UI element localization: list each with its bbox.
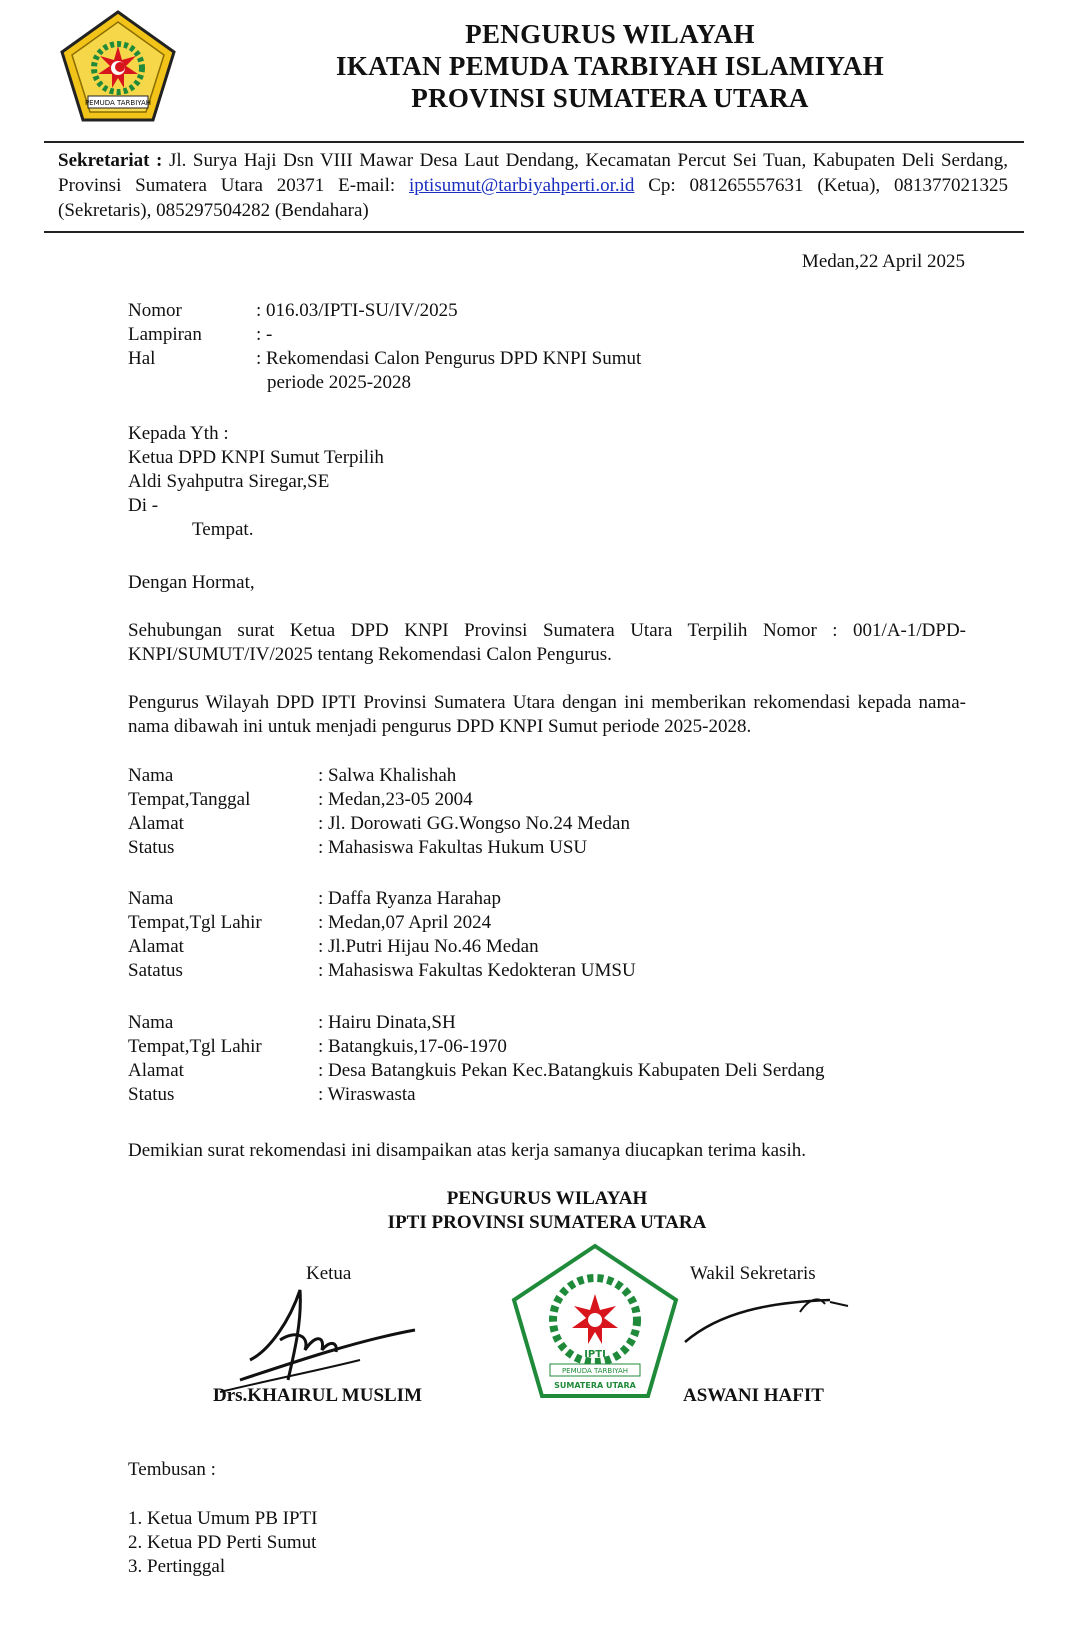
recipient-block — [128, 422, 384, 542]
meta-row-hal — [128, 347, 727, 371]
meta-row-lampiran — [128, 323, 727, 347]
field-value: : Salwa Khalishah — [318, 765, 457, 786]
letter-date: Medan,22 April 2025 — [801, 251, 965, 272]
recipient-line: Kepada Yth : — [128, 423, 229, 444]
person-row — [128, 812, 630, 836]
field-label: Nama — [128, 1012, 174, 1033]
field-value: : Daffa Ryanza Harahap — [318, 888, 501, 909]
field-value: : Wiraswasta — [318, 1084, 416, 1105]
person-row — [128, 1035, 825, 1059]
cc-list — [128, 1507, 317, 1579]
contact-numbers: Cp: 081265557631 (Ketua), 081377021325 (Sekretaris), 085297504282 (Bendahara) — [58, 175, 1008, 221]
signature-org-title — [128, 1187, 966, 1235]
signer-left-name: Drs.KHAIRUL MUSLIM — [213, 1385, 423, 1406]
signature-right-scribble — [680, 1292, 850, 1352]
field-label: Alamat — [128, 936, 184, 957]
field-label: Satatus — [128, 960, 183, 981]
letterhead-title — [300, 18, 920, 114]
signature-org-line-2: IPTI PROVINSI SUMATERA UTARA — [387, 1212, 707, 1233]
meta-value: : Rekomendasi Calon Pengurus DPD KNPI Sumut — [256, 348, 642, 369]
meta-label: Lampiran — [128, 324, 202, 345]
field-value: : Hairu Dinata,SH — [318, 1012, 456, 1033]
meta-value: : 016.03/IPTI-SU/IV/2025 — [256, 300, 458, 321]
person-row — [128, 1083, 825, 1107]
closing-paragraph: Demikian surat rekomendasi ini disampaikan atas kerja samanya diucapkan terima kasih. — [128, 1140, 806, 1161]
field-value: : Desa Batangkuis Pekan Kec.Batangkuis Kabupaten Deli Serdang — [318, 1060, 825, 1081]
organization-logo — [58, 8, 178, 128]
recipient-line: Tempat. — [192, 519, 254, 540]
meta-label: Nomor — [128, 300, 182, 321]
letterhead-title-line-3: PROVINSI SUMATERA UTARA — [411, 83, 809, 113]
field-label: Status — [128, 1084, 175, 1105]
cc-item: 1. Ketua Umum PB IPTI — [128, 1508, 318, 1529]
letterhead-title-line-2: IKATAN PEMUDA TARBIYAH ISLAMIYAH — [336, 51, 884, 81]
signer-right-name: ASWANI HAFIT — [683, 1385, 824, 1406]
field-value: : Mahasiswa Fakultas Hukum USU — [318, 837, 588, 858]
field-label: Tempat,Tanggal — [128, 789, 251, 810]
person-row — [128, 764, 630, 788]
person-row — [128, 887, 636, 911]
stamp-banner-2: SUMATERA UTARA — [554, 1381, 636, 1390]
logo-label: PEMUDA TARBIYAH — [84, 99, 152, 107]
field-label: Nama — [128, 765, 174, 786]
person-row — [128, 836, 630, 860]
stamp-banner-1: PEMUDA TARBIYAH — [561, 1367, 629, 1375]
field-label: Alamat — [128, 1060, 184, 1081]
person-block-2 — [128, 887, 636, 983]
meta-label — [128, 371, 256, 395]
field-value: : Medan,23-05 2004 — [318, 789, 473, 810]
person-block-1 — [128, 764, 630, 860]
letterhead-title-line-1: PENGURUS WILAYAH — [465, 19, 755, 49]
cc-item: 3. Pertinggal — [128, 1556, 226, 1577]
cc-item: 2. Ketua PD Perti Sumut — [128, 1532, 317, 1553]
person-block-3 — [128, 1011, 825, 1107]
header-divider-top — [44, 141, 1024, 143]
secretariat-address — [58, 148, 1008, 223]
field-label: Tempat,Tgl Lahir — [128, 912, 262, 933]
field-value: : Medan,07 April 2024 — [318, 912, 492, 933]
field-value: : Mahasiswa Fakultas Kedokteran UMSU — [318, 960, 636, 981]
email-link[interactable]: iptisumut@tarbiyahperti.or.id — [408, 175, 635, 196]
official-stamp — [510, 1242, 680, 1402]
person-row — [128, 935, 636, 959]
secretariat-label: Sekretariat : — [58, 150, 163, 171]
person-row — [128, 788, 630, 812]
meta-row-hal-continued — [128, 371, 727, 395]
field-value: : Jl.Putri Hijau No.46 Medan — [318, 936, 539, 957]
greeting: Dengan Hormat, — [128, 572, 255, 593]
meta-label: Hal — [128, 348, 156, 369]
recipient-line: Aldi Syahputra Siregar,SE — [128, 471, 330, 492]
recipient-line: Ketua DPD KNPI Sumut Terpilih — [128, 447, 384, 468]
stamp-center-text: IPTI — [584, 1349, 606, 1360]
person-row — [128, 911, 636, 935]
field-value: : Batangkuis,17-06-1970 — [318, 1036, 507, 1057]
meta-row-nomor — [128, 299, 727, 323]
meta-value: periode 2025-2028 — [267, 372, 412, 393]
paragraph-2: Pengurus Wilayah DPD IPTI Provinsi Sumatera Utara dengan ini memberikan rekomendasi kepada nama-nama dibawah ini untuk menjadi pengurus DPD KNPI Sumut periode 2025-2028. — [128, 692, 966, 737]
recipient-line: Di - — [128, 495, 159, 516]
signer-right-role: Wakil Sekretaris — [690, 1263, 816, 1284]
signature-left-scribble — [210, 1280, 420, 1400]
header-divider-bottom — [44, 231, 1024, 233]
field-label: Tempat,Tgl Lahir — [128, 1036, 262, 1057]
cc-title: Tembusan : — [128, 1459, 216, 1480]
meta-value: : - — [256, 324, 273, 345]
person-row — [128, 1059, 825, 1083]
field-label: Alamat — [128, 813, 184, 834]
letter-meta — [128, 299, 727, 395]
person-row — [128, 959, 636, 983]
field-label: Status — [128, 837, 175, 858]
person-row — [128, 1011, 825, 1035]
secretariat-text: Jl. Surya Haji Dsn VIII Mawar Desa Laut Dendang, Kecamatan Percut Sei Tuan, Kabupaten Deli Serdang, Provinsi Sumatera Utara 20371 E-mail: — [58, 150, 1008, 196]
field-label: Nama — [128, 888, 174, 909]
signer-left-role: Ketua — [306, 1263, 352, 1284]
paragraph-1: Sehubungan surat Ketua DPD KNPI Provinsi Sumatera Utara Terpilih Nomor : 001/A-1/DPD-KNPI/SUMUT/IV/2025 tentang Rekomendasi Calon Pengurus. — [128, 620, 966, 665]
signature-org-line-1: PENGURUS WILAYAH — [446, 1188, 648, 1209]
field-value: : Jl. Dorowati GG.Wongso No.24 Medan — [318, 813, 630, 834]
